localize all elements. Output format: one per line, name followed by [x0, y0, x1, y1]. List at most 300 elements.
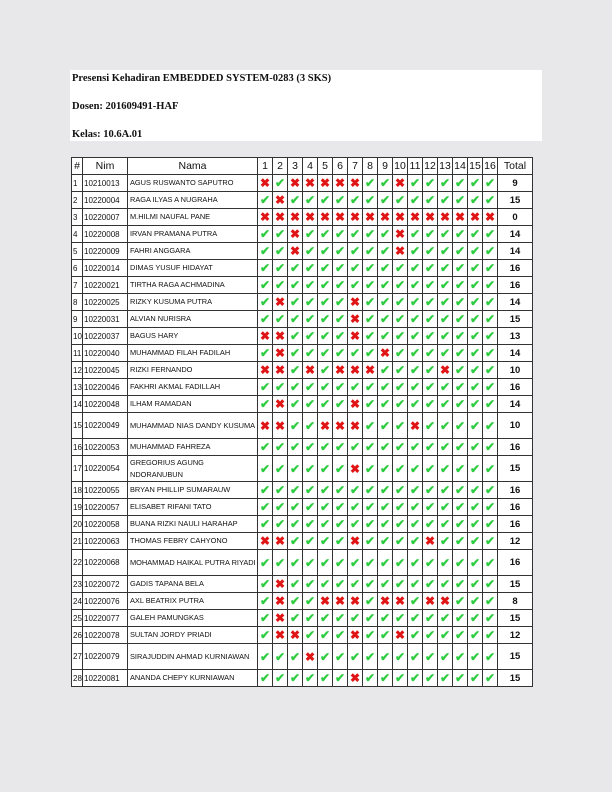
present-check-icon: ✔ [303, 396, 318, 413]
present-check-icon: ✔ [258, 456, 273, 482]
absent-cross-icon: ✖ [348, 175, 363, 192]
page-title: Presensi Kehadiran EMBEDDED SYSTEM-0283 (3 SKS) [72, 73, 332, 84]
nim-cell: 10220054 [83, 456, 128, 482]
absent-cross-icon: ✖ [348, 670, 363, 687]
table-row [72, 627, 533, 644]
present-check-icon: ✔ [378, 396, 393, 413]
table-row [72, 311, 533, 328]
absent-cross-icon: ✖ [273, 593, 288, 610]
present-check-icon: ✔ [288, 516, 303, 533]
present-check-icon: ✔ [468, 499, 483, 516]
present-check-icon: ✔ [408, 294, 423, 311]
present-check-icon: ✔ [273, 456, 288, 482]
column-header: 13 [438, 158, 453, 175]
present-check-icon: ✔ [258, 294, 273, 311]
present-check-icon: ✔ [438, 516, 453, 533]
present-check-icon: ✔ [273, 379, 288, 396]
column-header: 7 [348, 158, 363, 175]
present-check-icon: ✔ [258, 516, 273, 533]
present-check-icon: ✔ [333, 243, 348, 260]
column-header: 6 [333, 158, 348, 175]
present-check-icon: ✔ [408, 482, 423, 499]
table-row [72, 644, 533, 670]
table-row [72, 362, 533, 379]
student-name-cell: IRVAN PRAMANA PUTRA [128, 226, 258, 243]
present-check-icon: ✔ [348, 192, 363, 209]
absent-cross-icon: ✖ [348, 396, 363, 413]
present-check-icon: ✔ [333, 294, 348, 311]
present-check-icon: ✔ [363, 550, 378, 576]
row-number-cell: 24 [72, 593, 83, 610]
student-name-cell: GADIS TAPANA BELA [128, 576, 258, 593]
total-cell: 15 [498, 644, 533, 670]
table-row [72, 396, 533, 413]
total-cell: 16 [498, 439, 533, 456]
present-check-icon: ✔ [408, 311, 423, 328]
present-check-icon: ✔ [438, 328, 453, 345]
table-row [72, 209, 533, 226]
present-check-icon: ✔ [333, 396, 348, 413]
present-check-icon: ✔ [363, 610, 378, 627]
present-check-icon: ✔ [393, 550, 408, 576]
present-check-icon: ✔ [378, 627, 393, 644]
present-check-icon: ✔ [318, 345, 333, 362]
absent-cross-icon: ✖ [393, 593, 408, 610]
row-number-cell: 12 [72, 362, 83, 379]
nim-cell: 10220007 [83, 209, 128, 226]
present-check-icon: ✔ [258, 482, 273, 499]
present-check-icon: ✔ [408, 593, 423, 610]
present-check-icon: ✔ [348, 499, 363, 516]
student-name-cell: SULTAN JORDY PRIADI [128, 627, 258, 644]
present-check-icon: ✔ [468, 396, 483, 413]
absent-cross-icon: ✖ [348, 209, 363, 226]
present-check-icon: ✔ [288, 456, 303, 482]
absent-cross-icon: ✖ [423, 209, 438, 226]
present-check-icon: ✔ [348, 439, 363, 456]
absent-cross-icon: ✖ [423, 593, 438, 610]
column-header: # [72, 158, 83, 175]
table-row [72, 670, 533, 687]
total-cell: 14 [498, 345, 533, 362]
present-check-icon: ✔ [438, 345, 453, 362]
row-number-cell: 27 [72, 644, 83, 670]
present-check-icon: ✔ [378, 413, 393, 439]
total-cell: 16 [498, 550, 533, 576]
absent-cross-icon: ✖ [318, 175, 333, 192]
student-name-cell: RIZKI FERNANDO [128, 362, 258, 379]
absent-cross-icon: ✖ [408, 413, 423, 439]
student-name-cell: AGUS RUSWANTO SAPUTRO [128, 175, 258, 192]
row-number-cell: 3 [72, 209, 83, 226]
present-check-icon: ✔ [258, 260, 273, 277]
attendance-table [71, 157, 533, 687]
absent-cross-icon: ✖ [423, 533, 438, 550]
present-check-icon: ✔ [348, 379, 363, 396]
present-check-icon: ✔ [318, 328, 333, 345]
present-check-icon: ✔ [468, 328, 483, 345]
present-check-icon: ✔ [483, 550, 498, 576]
absent-cross-icon: ✖ [348, 533, 363, 550]
absent-cross-icon: ✖ [393, 175, 408, 192]
present-check-icon: ✔ [483, 277, 498, 294]
present-check-icon: ✔ [393, 379, 408, 396]
present-check-icon: ✔ [258, 593, 273, 610]
total-cell: 15 [498, 311, 533, 328]
table-row [72, 192, 533, 209]
nim-cell: 10220081 [83, 670, 128, 687]
table-row [72, 610, 533, 627]
present-check-icon: ✔ [378, 277, 393, 294]
present-check-icon: ✔ [393, 516, 408, 533]
absent-cross-icon: ✖ [303, 209, 318, 226]
present-check-icon: ✔ [363, 593, 378, 610]
absent-cross-icon: ✖ [333, 175, 348, 192]
present-check-icon: ✔ [288, 328, 303, 345]
present-check-icon: ✔ [393, 192, 408, 209]
present-check-icon: ✔ [423, 482, 438, 499]
absent-cross-icon: ✖ [273, 345, 288, 362]
present-check-icon: ✔ [288, 277, 303, 294]
present-check-icon: ✔ [318, 456, 333, 482]
present-check-icon: ✔ [483, 379, 498, 396]
present-check-icon: ✔ [393, 456, 408, 482]
row-number-cell: 8 [72, 294, 83, 311]
present-check-icon: ✔ [483, 294, 498, 311]
present-check-icon: ✔ [378, 670, 393, 687]
present-check-icon: ✔ [438, 456, 453, 482]
present-check-icon: ✔ [273, 439, 288, 456]
present-check-icon: ✔ [363, 533, 378, 550]
absent-cross-icon: ✖ [303, 362, 318, 379]
absent-cross-icon: ✖ [288, 175, 303, 192]
row-number-cell: 7 [72, 277, 83, 294]
present-check-icon: ✔ [438, 533, 453, 550]
nim-cell: 10220009 [83, 243, 128, 260]
nim-cell: 10220055 [83, 482, 128, 499]
present-check-icon: ✔ [363, 627, 378, 644]
present-check-icon: ✔ [333, 482, 348, 499]
present-check-icon: ✔ [303, 328, 318, 345]
present-check-icon: ✔ [378, 328, 393, 345]
present-check-icon: ✔ [348, 277, 363, 294]
present-check-icon: ✔ [378, 439, 393, 456]
table-row [72, 482, 533, 499]
nim-cell: 10220068 [83, 550, 128, 576]
nim-cell: 10220077 [83, 610, 128, 627]
present-check-icon: ✔ [468, 670, 483, 687]
present-check-icon: ✔ [303, 576, 318, 593]
present-check-icon: ✔ [408, 362, 423, 379]
present-check-icon: ✔ [363, 379, 378, 396]
present-check-icon: ✔ [468, 576, 483, 593]
present-check-icon: ✔ [453, 277, 468, 294]
present-check-icon: ✔ [468, 644, 483, 670]
present-check-icon: ✔ [438, 644, 453, 670]
absent-cross-icon: ✖ [288, 209, 303, 226]
column-header: Nim [83, 158, 128, 175]
present-check-icon: ✔ [393, 311, 408, 328]
student-name-cell: FAKHRI AKMAL FADILLAH [128, 379, 258, 396]
present-check-icon: ✔ [483, 175, 498, 192]
total-cell: 16 [498, 260, 533, 277]
present-check-icon: ✔ [483, 328, 498, 345]
column-header: Total [498, 158, 533, 175]
column-header: 1 [258, 158, 273, 175]
present-check-icon: ✔ [333, 456, 348, 482]
absent-cross-icon: ✖ [393, 226, 408, 243]
absent-cross-icon: ✖ [348, 627, 363, 644]
row-number-cell: 19 [72, 499, 83, 516]
present-check-icon: ✔ [423, 456, 438, 482]
present-check-icon: ✔ [348, 644, 363, 670]
absent-cross-icon: ✖ [273, 413, 288, 439]
table-row [72, 413, 533, 439]
row-number-cell: 18 [72, 482, 83, 499]
absent-cross-icon: ✖ [273, 533, 288, 550]
column-header: 5 [318, 158, 333, 175]
present-check-icon: ✔ [483, 627, 498, 644]
present-check-icon: ✔ [378, 294, 393, 311]
present-check-icon: ✔ [408, 439, 423, 456]
present-check-icon: ✔ [468, 311, 483, 328]
present-check-icon: ✔ [273, 482, 288, 499]
absent-cross-icon: ✖ [303, 175, 318, 192]
student-name-cell: GREGORIUS AGUNG NDORANUBUN [128, 456, 258, 482]
nim-cell: 10220053 [83, 439, 128, 456]
table-row [72, 345, 533, 362]
present-check-icon: ✔ [453, 670, 468, 687]
absent-cross-icon: ✖ [333, 593, 348, 610]
absent-cross-icon: ✖ [438, 593, 453, 610]
present-check-icon: ✔ [423, 550, 438, 576]
present-check-icon: ✔ [483, 439, 498, 456]
absent-cross-icon: ✖ [453, 209, 468, 226]
present-check-icon: ✔ [363, 192, 378, 209]
present-check-icon: ✔ [258, 379, 273, 396]
absent-cross-icon: ✖ [348, 456, 363, 482]
present-check-icon: ✔ [408, 396, 423, 413]
present-check-icon: ✔ [483, 610, 498, 627]
present-check-icon: ✔ [288, 311, 303, 328]
present-check-icon: ✔ [303, 593, 318, 610]
absent-cross-icon: ✖ [363, 209, 378, 226]
present-check-icon: ✔ [408, 175, 423, 192]
student-name-cell: MUHAMMAD FAHREZA [128, 439, 258, 456]
present-check-icon: ✔ [468, 192, 483, 209]
row-number-cell: 23 [72, 576, 83, 593]
total-cell: 14 [498, 396, 533, 413]
nim-cell: 10220045 [83, 362, 128, 379]
present-check-icon: ✔ [303, 516, 318, 533]
nim-cell: 10220058 [83, 516, 128, 533]
total-cell: 15 [498, 456, 533, 482]
present-check-icon: ✔ [303, 226, 318, 243]
present-check-icon: ✔ [423, 379, 438, 396]
present-check-icon: ✔ [438, 175, 453, 192]
present-check-icon: ✔ [273, 644, 288, 670]
student-name-cell: MUHAMMAD NIAS DANDY KUSUMA [128, 413, 258, 439]
total-cell: 13 [498, 328, 533, 345]
student-name-cell: ANANDA CHEPY KURNIAWAN [128, 670, 258, 687]
absent-cross-icon: ✖ [393, 627, 408, 644]
present-check-icon: ✔ [363, 576, 378, 593]
absent-cross-icon: ✖ [303, 644, 318, 670]
absent-cross-icon: ✖ [318, 413, 333, 439]
present-check-icon: ✔ [483, 456, 498, 482]
present-check-icon: ✔ [303, 439, 318, 456]
present-check-icon: ✔ [303, 294, 318, 311]
present-check-icon: ✔ [378, 456, 393, 482]
present-check-icon: ✔ [408, 456, 423, 482]
present-check-icon: ✔ [318, 439, 333, 456]
present-check-icon: ✔ [273, 243, 288, 260]
present-check-icon: ✔ [453, 644, 468, 670]
total-cell: 16 [498, 516, 533, 533]
present-check-icon: ✔ [483, 362, 498, 379]
present-check-icon: ✔ [378, 482, 393, 499]
present-check-icon: ✔ [483, 311, 498, 328]
total-cell: 16 [498, 379, 533, 396]
present-check-icon: ✔ [333, 226, 348, 243]
table-row [72, 379, 533, 396]
present-check-icon: ✔ [378, 311, 393, 328]
absent-cross-icon: ✖ [258, 362, 273, 379]
present-check-icon: ✔ [393, 413, 408, 439]
present-check-icon: ✔ [288, 379, 303, 396]
column-header: 8 [363, 158, 378, 175]
present-check-icon: ✔ [453, 516, 468, 533]
present-check-icon: ✔ [423, 345, 438, 362]
row-number-cell: 21 [72, 533, 83, 550]
present-check-icon: ✔ [423, 243, 438, 260]
total-cell: 14 [498, 294, 533, 311]
column-header: 11 [408, 158, 423, 175]
present-check-icon: ✔ [453, 413, 468, 439]
total-cell: 16 [498, 499, 533, 516]
present-check-icon: ✔ [258, 576, 273, 593]
present-check-icon: ✔ [318, 226, 333, 243]
present-check-icon: ✔ [333, 627, 348, 644]
absent-cross-icon: ✖ [273, 192, 288, 209]
document-header [70, 70, 542, 141]
row-number-cell: 13 [72, 379, 83, 396]
present-check-icon: ✔ [258, 192, 273, 209]
row-number-cell: 6 [72, 260, 83, 277]
student-name-cell: SIRAJUDDIN AHMAD KURNIAWAN [128, 644, 258, 670]
present-check-icon: ✔ [378, 175, 393, 192]
nim-cell: 10220014 [83, 260, 128, 277]
absent-cross-icon: ✖ [408, 209, 423, 226]
student-name-cell: DIMAS YUSUF HIDAYAT [128, 260, 258, 277]
present-check-icon: ✔ [483, 243, 498, 260]
present-check-icon: ✔ [363, 439, 378, 456]
present-check-icon: ✔ [453, 627, 468, 644]
present-check-icon: ✔ [303, 311, 318, 328]
present-check-icon: ✔ [453, 499, 468, 516]
present-check-icon: ✔ [288, 670, 303, 687]
nim-cell: 10220063 [83, 533, 128, 550]
present-check-icon: ✔ [348, 243, 363, 260]
present-check-icon: ✔ [438, 627, 453, 644]
present-check-icon: ✔ [363, 413, 378, 439]
present-check-icon: ✔ [318, 379, 333, 396]
present-check-icon: ✔ [393, 345, 408, 362]
present-check-icon: ✔ [438, 610, 453, 627]
present-check-icon: ✔ [333, 328, 348, 345]
present-check-icon: ✔ [483, 576, 498, 593]
student-name-cell: AXL BEATRIX PUTRA [128, 593, 258, 610]
present-check-icon: ✔ [273, 516, 288, 533]
present-check-icon: ✔ [408, 379, 423, 396]
table-row [72, 439, 533, 456]
column-header: 9 [378, 158, 393, 175]
present-check-icon: ✔ [483, 482, 498, 499]
present-check-icon: ✔ [318, 243, 333, 260]
present-check-icon: ✔ [303, 670, 318, 687]
present-check-icon: ✔ [408, 644, 423, 670]
present-check-icon: ✔ [318, 260, 333, 277]
present-check-icon: ✔ [288, 439, 303, 456]
column-header: 4 [303, 158, 318, 175]
student-name-cell: BUANA RIZKI NAULI HARAHAP [128, 516, 258, 533]
present-check-icon: ✔ [438, 226, 453, 243]
present-check-icon: ✔ [303, 260, 318, 277]
present-check-icon: ✔ [453, 226, 468, 243]
present-check-icon: ✔ [408, 260, 423, 277]
present-check-icon: ✔ [333, 550, 348, 576]
present-check-icon: ✔ [333, 345, 348, 362]
present-check-icon: ✔ [468, 175, 483, 192]
table-header-row [72, 158, 533, 175]
present-check-icon: ✔ [258, 670, 273, 687]
present-check-icon: ✔ [363, 294, 378, 311]
table-row [72, 328, 533, 345]
present-check-icon: ✔ [258, 610, 273, 627]
present-check-icon: ✔ [363, 226, 378, 243]
absent-cross-icon: ✖ [273, 610, 288, 627]
present-check-icon: ✔ [423, 627, 438, 644]
present-check-icon: ✔ [333, 260, 348, 277]
present-check-icon: ✔ [393, 644, 408, 670]
absent-cross-icon: ✖ [348, 328, 363, 345]
present-check-icon: ✔ [453, 243, 468, 260]
present-check-icon: ✔ [378, 379, 393, 396]
present-check-icon: ✔ [258, 499, 273, 516]
nim-cell: 10220057 [83, 499, 128, 516]
nim-cell: 10220079 [83, 644, 128, 670]
present-check-icon: ✔ [333, 670, 348, 687]
present-check-icon: ✔ [333, 379, 348, 396]
present-check-icon: ✔ [348, 516, 363, 533]
present-check-icon: ✔ [288, 294, 303, 311]
present-check-icon: ✔ [468, 379, 483, 396]
total-cell: 15 [498, 192, 533, 209]
absent-cross-icon: ✖ [348, 593, 363, 610]
present-check-icon: ✔ [468, 610, 483, 627]
present-check-icon: ✔ [423, 413, 438, 439]
present-check-icon: ✔ [273, 670, 288, 687]
absent-cross-icon: ✖ [273, 328, 288, 345]
present-check-icon: ✔ [393, 277, 408, 294]
student-name-cell: MUHAMMAD FILAH FADILAH [128, 345, 258, 362]
nim-cell: 10220031 [83, 311, 128, 328]
absent-cross-icon: ✖ [393, 243, 408, 260]
present-check-icon: ✔ [438, 379, 453, 396]
present-check-icon: ✔ [408, 576, 423, 593]
present-check-icon: ✔ [318, 362, 333, 379]
present-check-icon: ✔ [318, 294, 333, 311]
